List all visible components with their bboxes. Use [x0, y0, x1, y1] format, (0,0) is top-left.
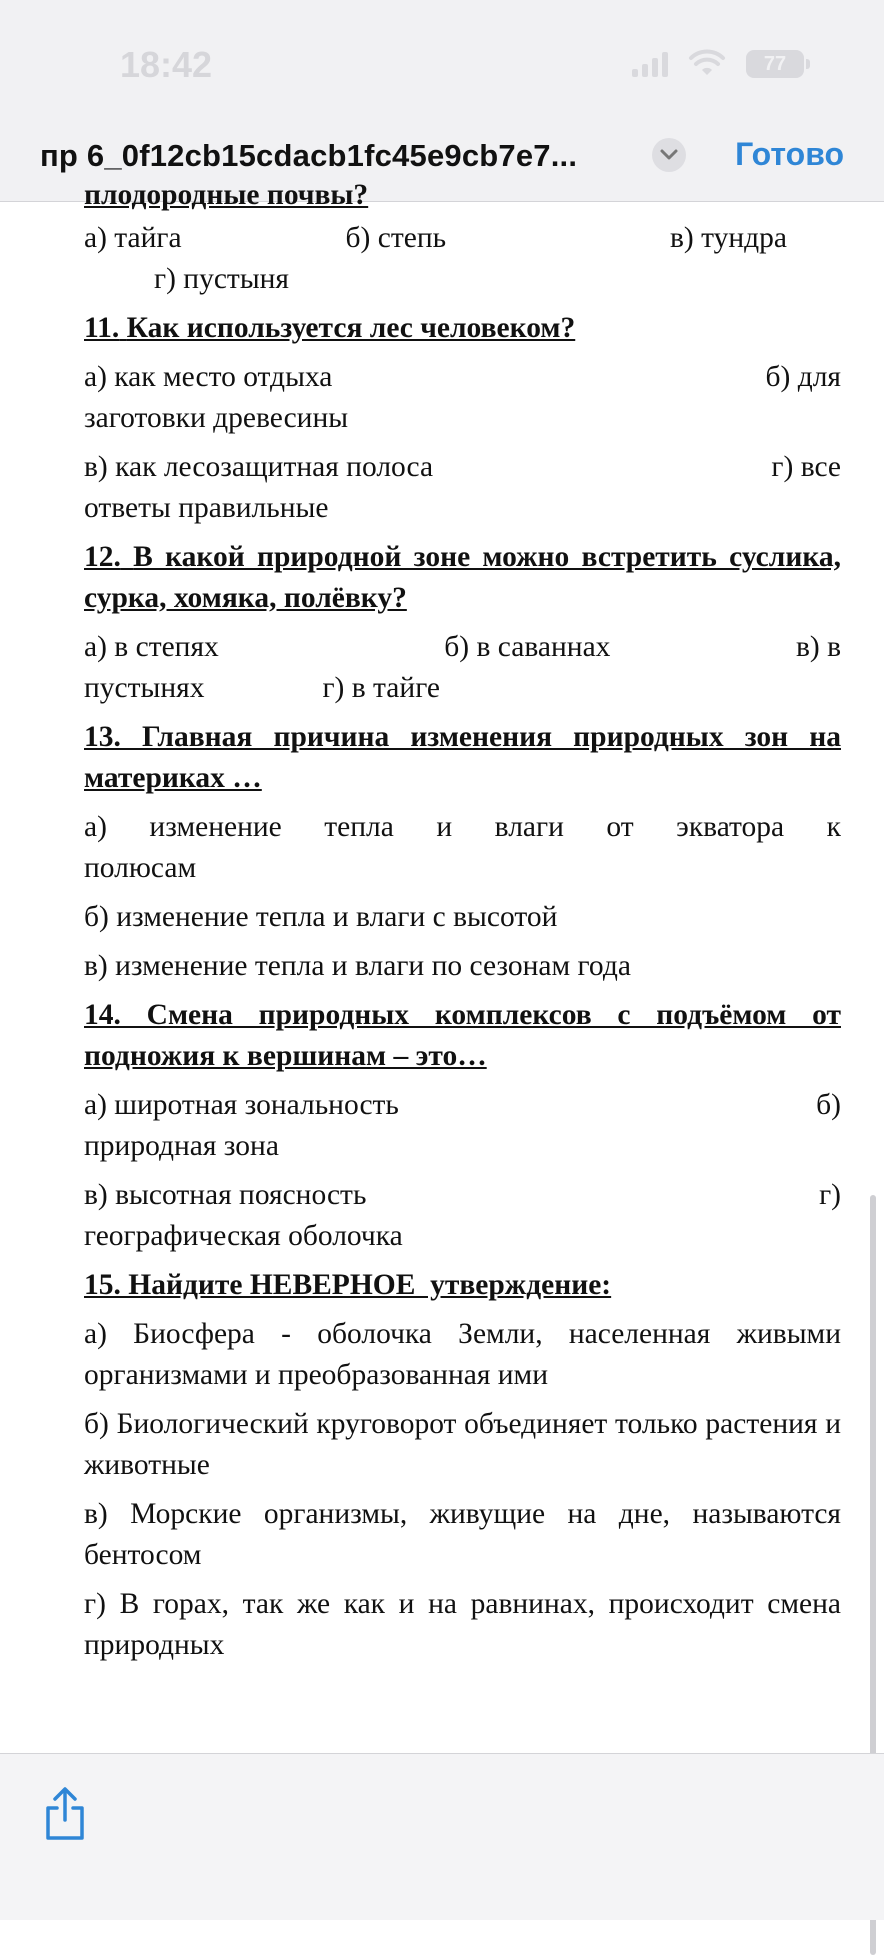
q15-answer-3: в) Морские организмы, живущие на дне, называются бентосом: [84, 1498, 841, 1571]
document-page: [84, 175, 841, 1666]
wifi-icon: [688, 51, 726, 77]
q11-title: 11. Как используется лес человеком?: [84, 312, 576, 344]
status-time: 18:42: [120, 44, 213, 85]
bottom-toolbar: [0, 1753, 884, 1920]
q10-option-b: б) степь: [345, 222, 447, 254]
q11-answer-1: а) как место отдыха б) для заготовки древесины: [84, 361, 841, 434]
q14-answer-2: в) высотная поясность г) географическая оболочка: [84, 1179, 841, 1252]
q12-title: 12. В какой природной зоне можно встретить суслика, сурка, хомяка, полёвку?: [84, 541, 841, 614]
document-title[interactable]: пр 6_0f12cb15cdacb1fc45e9cb7e7...: [40, 138, 578, 173]
q13-answer-1: а) изменение тепла и влаги от экватора к полюсам: [84, 811, 841, 884]
status-bar: [0, 0, 884, 120]
q13-answer-3: в) изменение тепла и влаги по сезонам года: [84, 950, 631, 982]
q13-answer-2: б) изменение тепла и влаги с высотой: [84, 901, 558, 933]
document-viewer[interactable]: [0, 179, 884, 1753]
share-icon: [40, 1784, 90, 1844]
q14-answer-1: а) широтная зональность б) природная зона: [84, 1089, 841, 1162]
question-cut-text: плодородные почвы?: [84, 179, 369, 211]
q10-option-a: а) тайга: [84, 222, 182, 254]
share-button[interactable]: [40, 1784, 90, 1844]
q10-options-row: [84, 218, 841, 259]
q13-title: 13. Главная причина изменения природных зон на материках …: [84, 721, 841, 794]
q15-answer-2: б) Биологический круговорот объединяет только растения и животные: [84, 1408, 841, 1481]
done-button[interactable]: Готово: [735, 136, 844, 172]
q12-answers: а) в степях б) в саваннах в) в пустынях г) в тайге: [84, 631, 841, 704]
q10-option-d: г) пустыня: [154, 263, 289, 295]
q14-title: 14. Смена природных комплексов с подъёмом от подножия к вершинам – это…: [84, 999, 841, 1072]
q11-answer-2: в) как лесозащитная полоса г) все ответы правильные: [84, 451, 841, 524]
chevron-down-icon[interactable]: [652, 138, 686, 172]
q15-answer-4: г) В горах, так же как и на равнинах, происходит смена природных: [84, 1588, 841, 1661]
status-icons: [632, 50, 804, 78]
q10-option-c: в) тундра: [669, 222, 787, 254]
battery-icon: 77: [746, 50, 804, 78]
q15-title: 15. Найдите НЕВЕРНОЕ утверждение:: [84, 1269, 612, 1301]
q15-answer-1: а) Биосфера - оболочка Земли, населенная живыми организмами и преобразованная ими: [84, 1318, 841, 1391]
signal-icon: [632, 51, 668, 77]
